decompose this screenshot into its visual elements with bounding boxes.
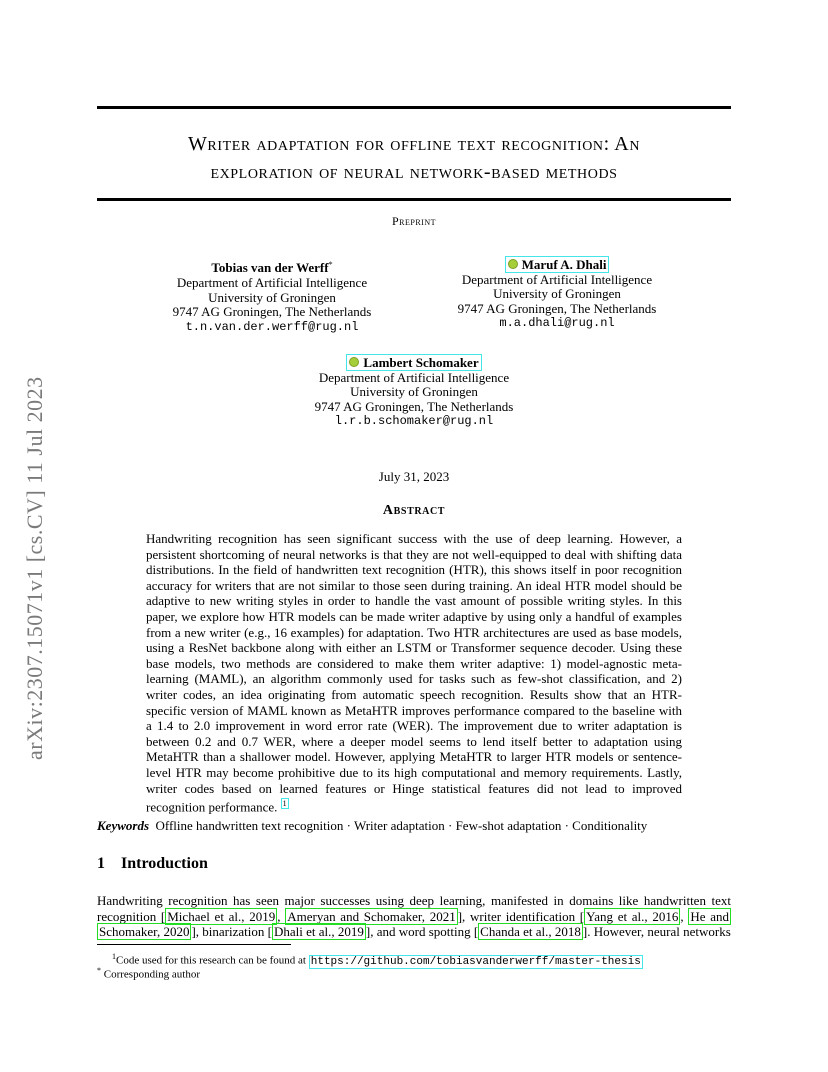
citation-link[interactable]: He and — [690, 908, 730, 924]
author-address: 9747 AG Groningen, The Netherlands — [314, 398, 514, 414]
intro-text: Handwriting recognition has seen major successes using deep learning, manifested in domains like handwritten text recognition [ — [97, 893, 731, 924]
author-university: University of Groningen — [350, 384, 478, 400]
author-name: Lambert Schomaker — [363, 355, 479, 370]
title-rule-bottom — [97, 198, 731, 201]
orcid-icon — [349, 357, 359, 367]
intro-text: ]. However, neural networks — [582, 924, 731, 940]
keywords-label: Keywords — [97, 818, 149, 833]
citation-link[interactable]: Chanda et al., 2018 — [480, 924, 581, 940]
footnote-mark: 1 — [112, 952, 116, 961]
title-rule-top — [97, 106, 731, 109]
author-orcid-link[interactable] — [505, 256, 610, 273]
citation-link[interactable]: Michael et al., 2019 — [167, 908, 276, 924]
footnote-rule — [97, 944, 291, 945]
author-name: Maruf A. Dhali — [521, 257, 607, 272]
author-block-3 — [294, 356, 534, 429]
intro-paragraph — [97, 893, 731, 940]
author-block-1 — [152, 258, 392, 334]
author-department: Department of Artificial Intelligence — [318, 369, 510, 385]
preprint-label: Preprint — [391, 214, 436, 228]
footnote-text: Code used for this research can be found at — [116, 954, 306, 967]
author-university: University of Groningen — [208, 289, 336, 305]
corresponding-mark: * — [328, 260, 333, 269]
intro-text: ], and word spotting [ — [365, 924, 479, 940]
author-department: Department of Artificial Intelligence — [461, 271, 653, 287]
abstract-footnote-link[interactable]: 1 — [282, 799, 287, 809]
footnote-2 — [97, 964, 200, 982]
citation-link[interactable]: Ameryan and Schomaker, 2021 — [287, 908, 456, 924]
author-name: Tobias van der Werff — [211, 260, 329, 276]
author-address: 9747 AG Groningen, The Netherlands — [457, 300, 657, 316]
intro-text: , — [277, 908, 286, 924]
author-department: Department of Artificial Intelligence — [176, 274, 368, 290]
section-number: 1 — [97, 855, 105, 872]
orcid-icon — [508, 259, 518, 269]
intro-text: ], binarization [ — [191, 924, 272, 940]
author-email[interactable]: t.n.van.der.werff@rug.nl — [185, 319, 359, 334]
paper-date: July 31, 2023 — [378, 469, 450, 484]
section-title: Introduction — [121, 855, 208, 872]
author-address: 9747 AG Groningen, The Netherlands — [172, 304, 372, 320]
paper-title-line-1: Writer adaptation for offline text recognition: An — [187, 133, 641, 155]
intro-text: , — [680, 908, 689, 924]
author-email[interactable]: m.a.dhali@rug.nl — [499, 316, 615, 331]
citation-link[interactable]: Schomaker, 2020 — [99, 924, 190, 940]
author-orcid-link[interactable] — [346, 354, 481, 371]
keywords-line — [97, 818, 731, 834]
keywords-list: Offline handwritten text recognition · Writer adaptation · Few-shot adaptation · Conditionality — [155, 818, 648, 833]
footnote-text: Corresponding author — [103, 968, 200, 981]
github-url-link[interactable]: https://github.com/tobiasvanderwerff/master-thesis — [310, 955, 641, 968]
footnote-mark: * — [97, 966, 101, 975]
author-block-2 — [437, 258, 677, 331]
author-email[interactable]: l.r.b.schomaker@rug.nl — [334, 414, 494, 429]
abstract-heading: Abstract — [382, 503, 446, 518]
section-heading — [97, 855, 208, 873]
abstract-body: Handwriting recognition has seen significant success with the use of deep learning. However, a persistent shortcoming of neural networks is that they are not well-equipped to deal with shifting data distributions. In the field of handwritten text recognition (HTR), this shows itself in poor recognition accuracy for writers that are not similar to those seen during training. An ideal HTR model should be adaptive to new writing styles in order to handle the vast amount of possible writing styles. In this paper, we explore how HTR models can be made writer adaptive by using only a handful of examples from a new writer (e.g., 16 examples) for adaptation. Two HTR architectures are used as base models, using a ResNet backbone along with either an LSTM or Transformer sequence decoder. Using these base models, two methods are considered to make them writer adaptive: 1) model-agnostic meta-learning (MAML), an algorithm commonly used for tasks such as few-shot classification, and 2) writer codes, an idea originating from automatic speech recognition. Results show that an HTR-specific version of MAML known as MetaHTR improves performance compared to the baseline with a 1.4 to 2.0 improvement in word error rate (WER). The improvement due to writer adaptation is between 0.2 and 0.7 WER, where a deeper model seems to lend itself better to adaptation using MetaHTR than a shallower model. However, applying MetaHTR to larger HTR models or sentence-level HTR may become prohibitive due to its high computational and memory requirements. Lastly, writer codes based on learned features or Hinge statistical features did not lead to improved recognition performance. — [146, 531, 682, 815]
arxiv-stamp: arXiv:2307.15071v1 [cs.CV] 11 Jul 2023 — [22, 376, 47, 760]
paper-title-line-2: exploration of neural network-based methods — [210, 161, 618, 183]
author-university: University of Groningen — [493, 286, 621, 302]
citation-link[interactable]: Dhali et al., 2019 — [273, 924, 364, 940]
intro-text: ], writer identification [ — [457, 908, 585, 924]
abstract-text — [146, 531, 682, 815]
citation-link[interactable]: Yang et al., 2016 — [586, 908, 679, 924]
